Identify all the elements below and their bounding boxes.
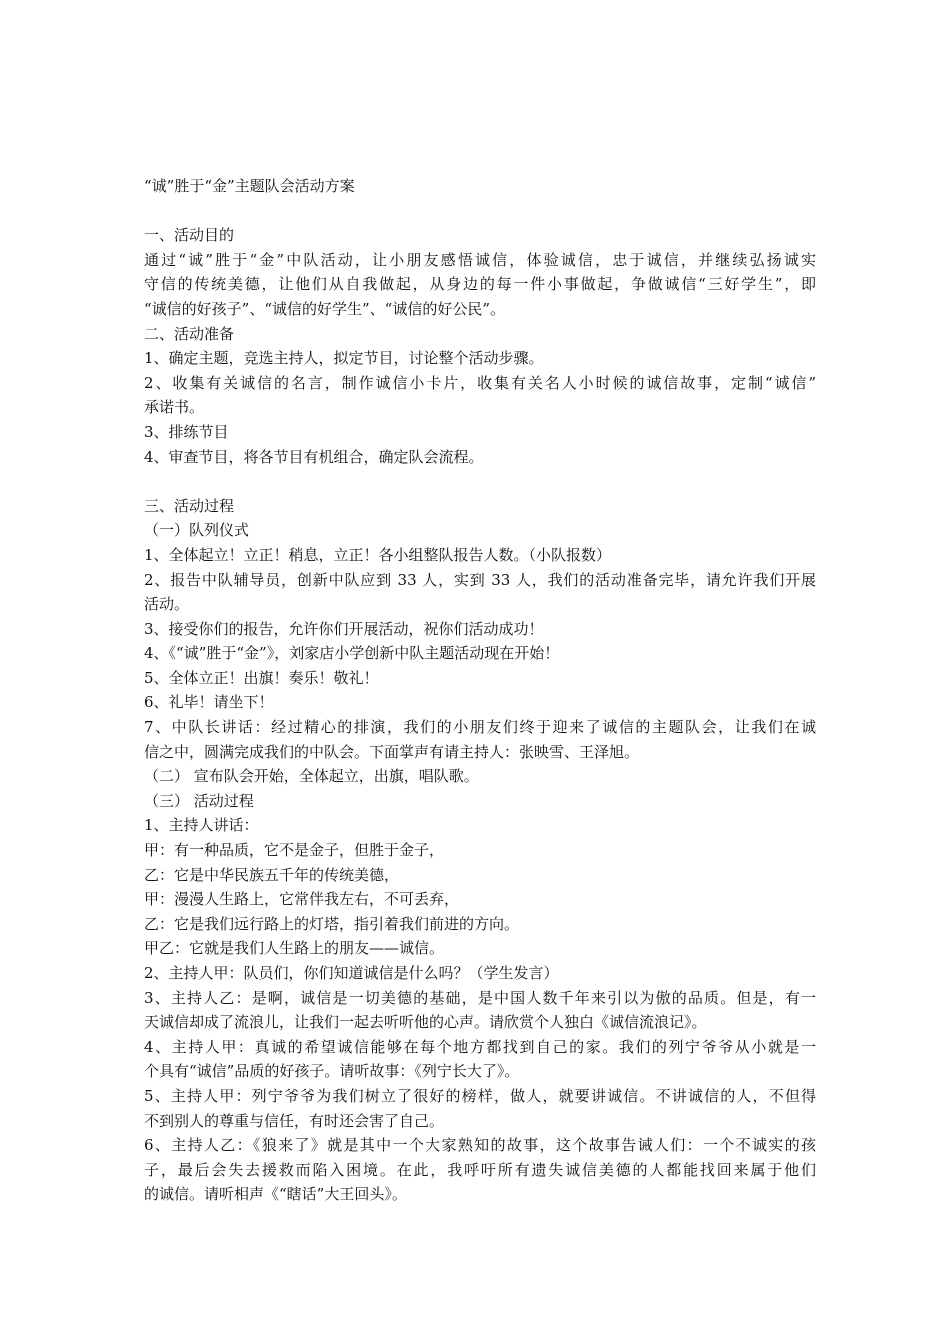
ceremony-item-continued: 信之中，圆满完成我们的中队会。下面掌声有请主持人：张映雪、王泽旭。 <box>144 742 640 761</box>
document-title: “诚”胜于“金”主题队会活动方案 <box>144 177 355 195</box>
ceremony-item-continued: 活动。 <box>144 595 190 614</box>
ceremony-item: 1、全体起立！立正！稍息，立正！各小组整队报告人数。（小队报数） <box>144 545 612 564</box>
process-item: 5、主持人甲：列宁爷爷为我们树立了很好的榜样，做人，就要讲诚信。不讲诚信的人，不但得 <box>144 1086 816 1105</box>
ceremony-item: 4、《“诚”胜于“金”》，刘家店小学创新中队主题活动现在开始！ <box>144 644 560 663</box>
dialogue-line: 甲：有一种品质，它不是金子，但胜于金子， <box>144 841 445 860</box>
purpose-paragraph-line: 守信的传统美德，让他们从自我做起，从身边的每一件小事做起，争做诚信“三好学生”，即 <box>144 275 816 294</box>
process-item: 4、主持人甲：真诚的希望诚信能够在每个地方都找到自己的家。我们的列宁爷爷从小就是一 <box>144 1037 816 1056</box>
section-heading-process: 三、活动过程 <box>144 496 235 515</box>
process-item: 1、主持人讲话： <box>144 816 259 835</box>
preparation-item-continued: 承诺书。 <box>144 398 205 417</box>
process-item-continued: 的诚信。请听相声《“瞎话”大王回头》。 <box>144 1185 407 1204</box>
subsection-heading: （一）队列仪式 <box>144 521 250 540</box>
dialogue-line: 甲乙：它就是我们人生路上的朋友——诚信。 <box>144 939 445 958</box>
dialogue-line: 甲：漫漫人生路上，它常伴我左右，不可丢弃， <box>144 890 460 909</box>
ceremony-item: 3、接受你们的报告，允许你们开展活动，祝你们活动成功！ <box>144 619 544 638</box>
process-item-continued: 天诚信却成了流浪儿，让我们一起去听听他的心声。请欣赏个人独白《诚信流浪记》。 <box>144 1013 707 1032</box>
section-heading-preparation: 二、活动准备 <box>144 324 235 343</box>
preparation-item: 4、审查节目，将各节目有机组合，确定队会流程。 <box>144 447 484 466</box>
preparation-item: 1、确定主题，竞选主持人，拟定节目，讨论整个活动步骤。 <box>144 349 544 368</box>
process-item: 6、主持人乙：《狼来了》就是其中一个大家熟知的故事，这个故事告诫人们：一个不诚实的孩 <box>144 1136 816 1155</box>
ceremony-item: 7、中队长讲话：经过精心的排演，我们的小朋友们终于迎来了诚信的主题队会，让我们在诚 <box>144 718 816 737</box>
dialogue-line: 乙：它是中华民族五千年的传统美德， <box>144 865 400 884</box>
preparation-item: 2、收集有关诚信的名言，制作诚信小卡片，收集有关名人小时候的诚信故事，定制“诚信” <box>144 373 816 392</box>
process-item-continued: 子，最后会失去援救而陷入困境。在此，我呼吁所有遗失诚信美德的人都能找回来属于他们 <box>144 1160 816 1179</box>
document-body <box>144 174 816 1207</box>
ceremony-item: 5、全体立正！出旗！奏乐！敬礼！ <box>144 668 379 687</box>
ceremony-item: 2、报告中队辅导员，创新中队应到 33 人，实到 33 人，我们的活动准备完毕，请允许我们开展 <box>144 570 816 589</box>
ceremony-item: 6、礼毕！请坐下！ <box>144 693 274 712</box>
section-heading-purpose: 一、活动目的 <box>144 226 235 245</box>
blank-line <box>144 199 816 224</box>
subsection-heading: （三） 活动过程 <box>144 791 254 810</box>
process-item-continued: 不到别人的尊重与信任，有时还会害了自己。 <box>144 1111 445 1130</box>
blank-line <box>144 469 816 494</box>
purpose-paragraph-line: “诚信的好孩子”、“诚信的好学生”、“诚信的好公民”。 <box>144 299 506 318</box>
dialogue-line: 乙：它是我们远行路上的灯塔，指引着我们前进的方向。 <box>144 914 520 933</box>
process-item: 2、主持人甲：队员们，你们知道诚信是什么吗？（学生发言） <box>144 964 559 982</box>
subsection-heading: （二） 宣布队会开始，全体起立，出旗，唱队歌。 <box>144 767 479 786</box>
process-item: 3、主持人乙：是啊，诚信是一切美德的基础，是中国人数千年来引以为傲的品质。但是，有一 <box>144 988 816 1007</box>
preparation-item: 3、排练节目 <box>144 422 229 441</box>
process-item-continued: 个具有“诚信”品质的好孩子。请听故事：《列宁长大了》。 <box>144 1062 520 1081</box>
purpose-paragraph-line: 通过“诚”胜于“金”中队活动，让小朋友感悟诚信，体验诚信，忠于诚信，并继续弘扬诚实 <box>144 250 816 269</box>
